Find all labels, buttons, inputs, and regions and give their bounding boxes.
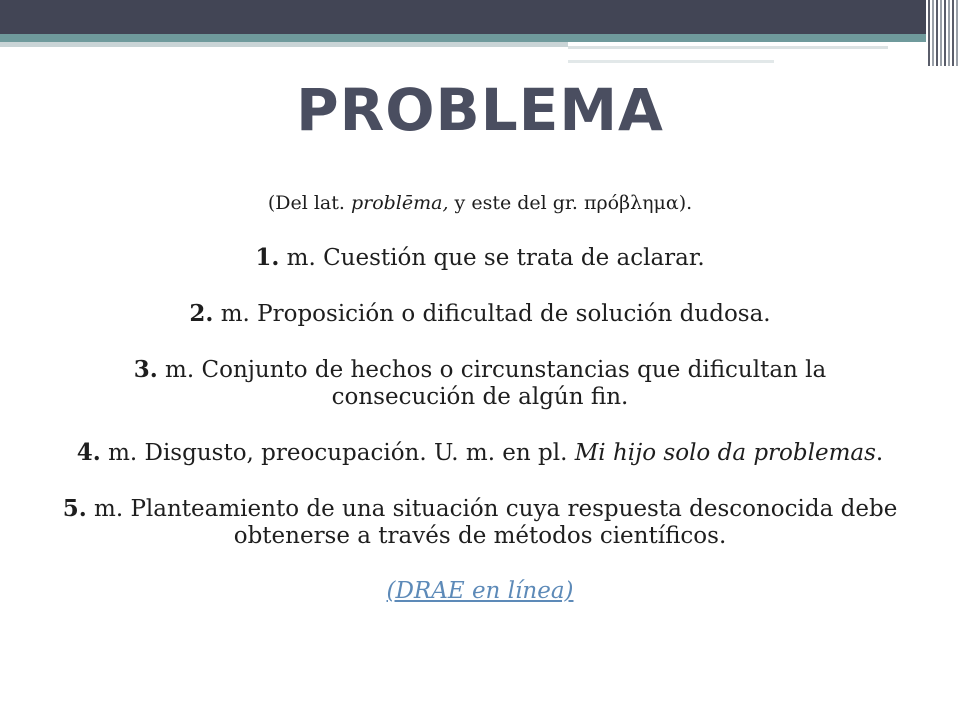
header-divider-line-right: [568, 46, 888, 49]
definition-item-5: [60, 495, 900, 550]
etymology-prefix: (Del lat.: [267, 192, 351, 214]
definition-example: Mi hijo solo da problemas: [574, 440, 876, 466]
drae-source-link[interactable]: (DRAE en línea): [386, 578, 574, 604]
slide-title: PROBLEMA: [296, 76, 664, 144]
source-line: [60, 578, 900, 605]
definition-tail: .: [875, 440, 884, 466]
definition-item-3: [60, 356, 900, 411]
etymology-suffix: ).: [678, 192, 693, 214]
definition-item-4: [60, 439, 900, 467]
definition-body: [60, 190, 900, 605]
definition-text: m. Conjunto de hechos o circunstancias que dificultan la consecución de algún fin.: [157, 357, 827, 410]
etymology-middle: y este del gr.: [448, 192, 585, 214]
latin-term: problēma,: [350, 192, 449, 214]
definition-item-1: [60, 244, 900, 272]
definition-text: m. Cuestión que se trata de aclarar.: [279, 245, 705, 271]
definition-number: 4.: [76, 439, 101, 466]
definition-text: m. Planteamiento de una situación cuya respuesta desconocida debe obtenerse a través de métodos científicos.: [86, 496, 898, 549]
definition-text: m. Disgusto, preocupación. U. m. en pl.: [100, 440, 575, 466]
etymology-line: [60, 190, 900, 216]
greek-term: πρόβλημα: [584, 192, 679, 214]
definition-text: m. Proposición o dificultad de solución dudosa.: [213, 301, 771, 327]
definition-number: 2.: [189, 300, 214, 327]
definition-number: 3.: [133, 356, 158, 383]
definition-number: 1.: [255, 244, 280, 271]
header-divider-line: [0, 42, 568, 47]
header-bar: [0, 0, 960, 34]
definition-number: 5.: [62, 495, 87, 522]
header-accent-band: [0, 34, 960, 42]
header-edge-decoration: [926, 0, 960, 66]
header-divider-line-short: [568, 60, 774, 63]
definition-item-2: [60, 300, 900, 328]
